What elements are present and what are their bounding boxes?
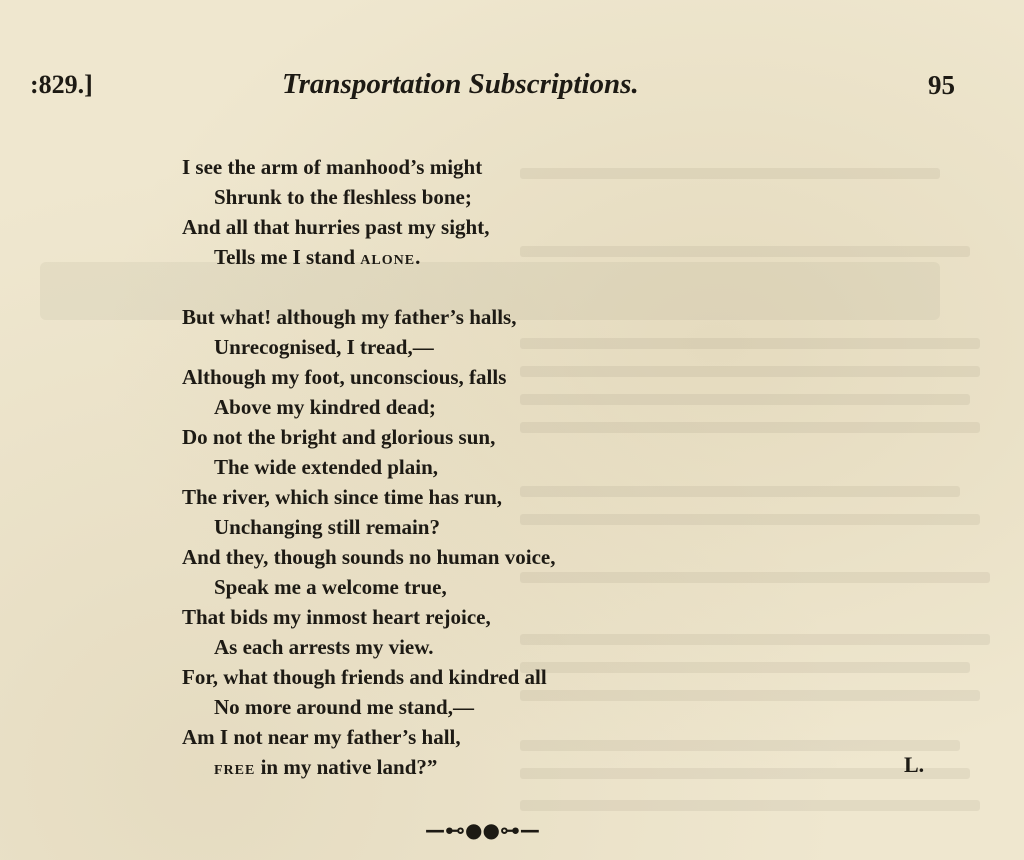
stanza-1	[182, 152, 962, 272]
stanza-2	[182, 302, 962, 782]
poem-line: And all that hurries past my sight,	[182, 215, 490, 239]
poem-line: The wide extended plain,	[214, 455, 439, 479]
poem-line: Above my kindred dead;	[214, 395, 436, 419]
poem-line-text: .	[415, 245, 421, 269]
poem-line: The river, which since time has run,	[182, 485, 503, 509]
running-header	[0, 68, 1024, 108]
poem-line	[182, 752, 962, 782]
poem-line-text: Tells me I stand	[214, 245, 361, 269]
poem	[182, 152, 962, 782]
small-caps-word: FREE	[214, 763, 256, 778]
author-signature: L.	[904, 752, 925, 777]
poem-line-text: in my native land?”	[255, 755, 438, 779]
poem-line: No more around me stand,—	[214, 695, 474, 719]
ghost-line	[520, 800, 980, 811]
running-header-year: :829.]	[30, 70, 93, 99]
poem-line: Unrecognised, I tread,—	[214, 335, 434, 359]
poem-line: Shrunk to the fleshless bone;	[214, 185, 472, 209]
poem-line: Unchanging still remain?	[214, 515, 440, 539]
poem-line: But what! although my father’s halls,	[182, 305, 517, 329]
poem-line	[182, 242, 962, 272]
page-number: 95	[928, 70, 955, 100]
ornament-divider: —⊷●●⊶—	[425, 818, 540, 842]
poem-line: I see the arm of manhood’s might	[182, 155, 483, 179]
poem-line: Speak me a welcome true,	[214, 575, 447, 599]
poem-line: Although my foot, unconscious, falls	[182, 365, 507, 389]
poem-line: Am I not near my father’s hall,	[182, 725, 461, 749]
small-caps-word: ALONE	[360, 253, 416, 268]
running-header-title: Transportation Subscriptions.	[282, 68, 639, 100]
poem-line: Do not the bright and glorious sun,	[182, 425, 496, 449]
poem-line: And they, though sounds no human voice,	[182, 545, 556, 569]
poem-line: For, what though friends and kindred all	[182, 665, 547, 689]
poem-line: That bids my inmost heart rejoice,	[182, 605, 491, 629]
poem-line: As each arrests my view.	[214, 635, 434, 659]
